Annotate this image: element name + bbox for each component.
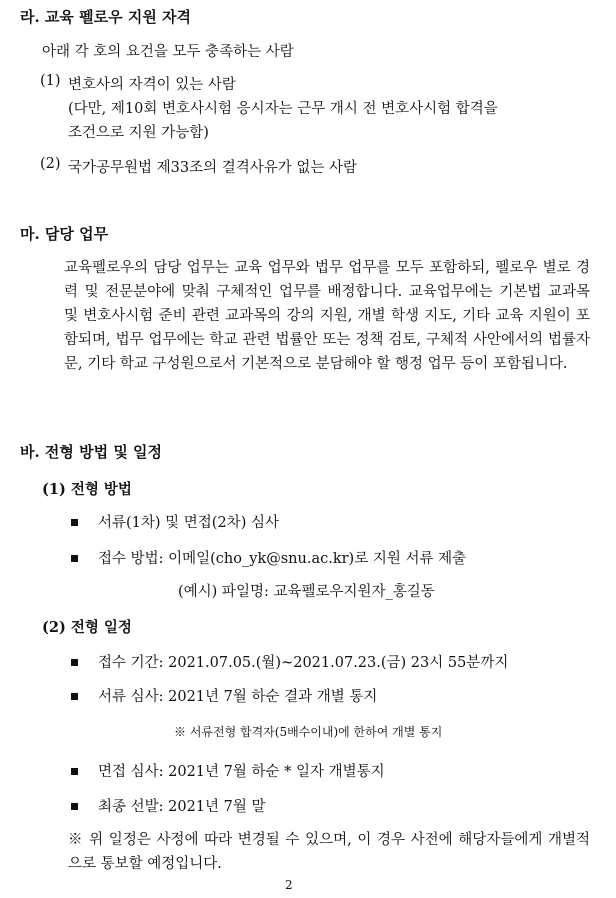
- bullet-square-icon: [71, 659, 78, 666]
- sub2-bullet1: 접수 기간: 2021.07.05.(월)~2021.07.23.(금) 23시 55분까지: [98, 655, 509, 671]
- sub2-bullet3: 면접 심사: 2021년 7월 하순 * 일자 개별통지: [98, 764, 385, 780]
- item1-note-line1: (다만, 제10회 변호사시험 응시자는 근무 개시 전 변호사시험 합격을: [68, 101, 498, 117]
- bullet-square-icon: [71, 693, 78, 700]
- sub2-bullet4: 최종 선발: 2021년 7월 말: [98, 799, 266, 815]
- bullet-square-icon: [71, 519, 78, 526]
- sub2-note: ※ 서류전형 합격자(5배수이내)에 한하여 개별 통지: [174, 725, 443, 739]
- sub1-title: (1) 전형 방법: [42, 481, 132, 498]
- section-ma-paragraph: 교육펠로우의 담당 업무는 교육 업무와 법무 업무를 모두 포함하되, 펠로우 별로 경력 및 전문분야에 맞춰 구체적인 업무를 배정합니다. 교육업무에는 기본법 교과목 및 변호사시험 준비 관련 교과목의 강의 지원, 개별 학생 지도, 기타 교육 지원이 포함되며, 법무 업무에는 학교 관련 법률안 또는 정책 검토, 구체적 사안에서의 법률자문, 기타 학교 구성원으로서 기본적으로 분담해야 할 행정 업무 등이 포함됩니다.: [64, 260, 590, 372]
- item1-text: 변호사의 자격이 있는 사람: [68, 77, 236, 93]
- bullet-square-icon: [71, 803, 78, 810]
- sub1-bullet2: 접수 방법: 이메일(cho_yk@snu.ac.kr)로 지원 서류 제출: [98, 551, 467, 567]
- page-number: 2: [285, 878, 293, 892]
- sub2-title: (2) 전형 일정: [42, 619, 132, 636]
- item2-text: 국가공무원법 제33조의 결격사유가 없는 사람: [68, 160, 358, 176]
- sub1-example: (예시) 파일명: 교육펠로우지원자_홍길동: [178, 584, 435, 600]
- item1-number: (1): [40, 73, 61, 89]
- bullet-square-icon: [71, 768, 78, 775]
- item1-note-line2: 조건으로 지원 가능함): [68, 125, 209, 141]
- section-ra-title: 라. 교육 펠로우 지원 자격: [20, 8, 192, 26]
- closing-note: ※ 위 일정은 사정에 따라 변경될 수 있으며, 이 경우 사전에 해당자들에게 개별적으로 통보할 예정입니다.: [68, 832, 590, 872]
- sub1-bullet1: 서류(1차) 및 면접(2차) 심사: [98, 515, 279, 531]
- section-ma-title: 마. 담당 업무: [20, 225, 109, 243]
- sub2-bullet2: 서류 심사: 2021년 7월 하순 결과 개별 통지: [98, 689, 378, 705]
- bullet-square-icon: [71, 555, 78, 562]
- section-ra-intro: 아래 각 호의 요건을 모두 충족하는 사람: [42, 44, 294, 60]
- item2-number: (2): [40, 156, 61, 172]
- section-ba-title: 바. 전형 방법 및 일정: [20, 443, 163, 461]
